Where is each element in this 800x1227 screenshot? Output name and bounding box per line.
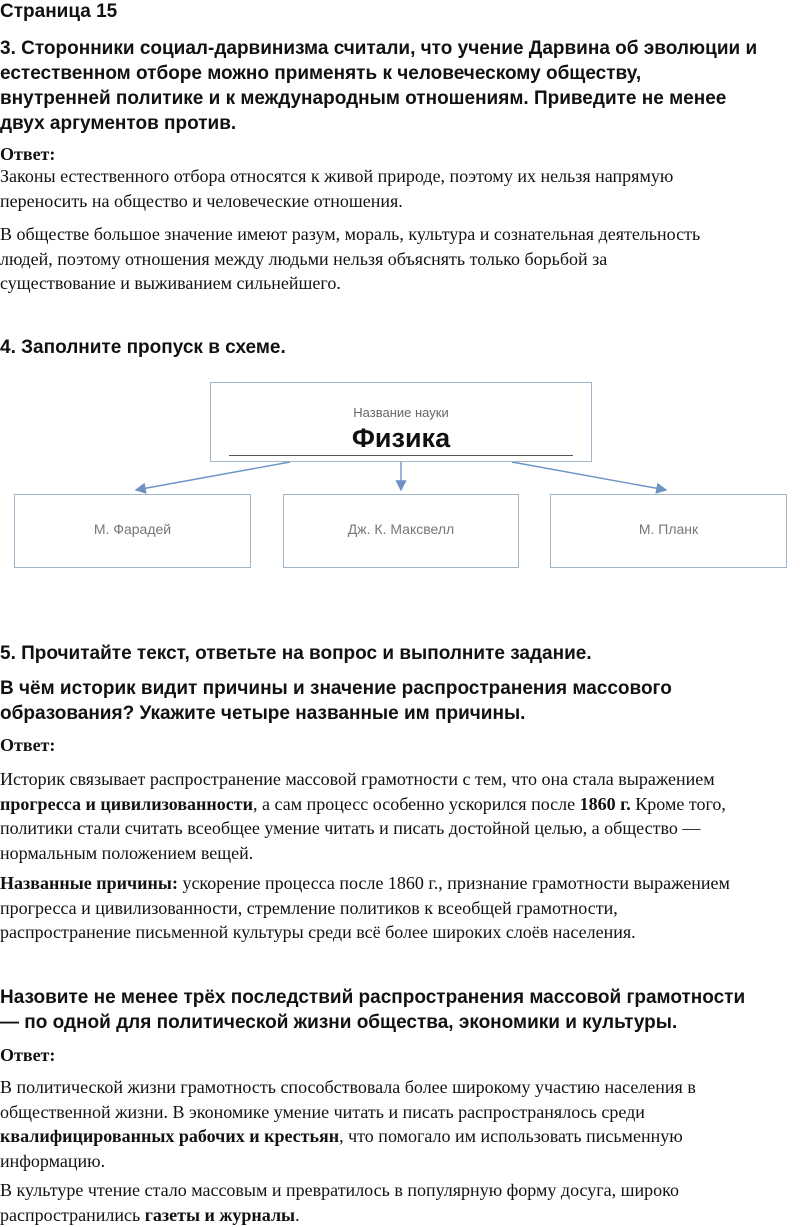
bold-text: Названные причины:	[0, 873, 178, 893]
answer-paragraph	[0, 871, 730, 945]
paragraph-line: Законы естественного отбора относятся к живой природе, поэтому их нельзя напрямую	[0, 164, 673, 189]
subquestion-line: Назовите не менее трёх последствий распространения массовой грамотности	[0, 985, 745, 1010]
question-5-subquestion-2	[0, 985, 745, 1035]
bold-text: квалифицированных рабочих и крестьян	[0, 1126, 339, 1146]
paragraph-line: переносить на общество и человеческие отношения.	[0, 189, 673, 214]
bold-text: 1860 г.	[580, 794, 631, 814]
bold-text: прогресса и цивилизованности	[0, 794, 253, 814]
paragraph-line: людей, поэтому отношения между людьми нельзя объяснять только борьбой за	[0, 247, 700, 272]
diagram-blank-line	[229, 455, 573, 456]
text-span: , что помогало им использовать письменную	[339, 1126, 683, 1146]
bold-text: газеты и журналы	[145, 1205, 295, 1225]
question-3-line: внутренней политике и к международным отношениям. Приведите не менее	[0, 86, 757, 111]
answer-paragraph	[0, 1178, 679, 1227]
diagram-box-label: М. Планк	[551, 521, 786, 537]
subquestion-line: В чём историк видит причины и значение распространения массового	[0, 676, 672, 701]
question-5-title: 5. Прочитайте текст, ответьте на вопрос и выполните задание.	[0, 641, 592, 666]
text-span: ускорение процесса после 1860 г., признание грамотности выражением	[178, 873, 730, 893]
paragraph-line: существование и выживанием сильнейшего.	[0, 271, 700, 296]
question-3	[0, 36, 757, 136]
arrow-right	[512, 462, 666, 490]
paragraph-line	[0, 1203, 679, 1227]
diagram-top-box	[210, 382, 592, 462]
text-span: .	[295, 1205, 300, 1225]
arrow-left	[136, 462, 290, 490]
question-3-line: двух аргументов против.	[0, 111, 757, 136]
diagram-box-label: М. Фарадей	[15, 521, 250, 537]
diagram-box-label: Дж. К. Максвелл	[284, 521, 518, 537]
question-3-line: 3. Сторонники социал-дарвинизма считали, что учение Дарвина об эволюции и	[0, 36, 757, 61]
diagram-caption: Название науки	[211, 405, 591, 420]
answer-paragraph	[0, 1075, 696, 1173]
paragraph-line: Историк связывает распространение массовой грамотности с тем, что она стала выражением	[0, 767, 726, 792]
paragraph-line: информацию.	[0, 1149, 696, 1174]
question-3-line: естественном отборе можно применять к человеческому обществу,	[0, 61, 757, 86]
answer-paragraph	[0, 767, 726, 865]
answer-paragraph	[0, 164, 673, 213]
science-diagram	[0, 370, 800, 610]
paragraph-line: В культуре чтение стало массовым и превратилось в популярную форму досуга, широко	[0, 1178, 679, 1203]
paragraph-line: прогресса и цивилизованности, стремление политиков к всеобщей грамотности,	[0, 896, 730, 921]
question-4-title: 4. Заполните пропуск в схеме.	[0, 335, 286, 360]
paragraph-line	[0, 792, 726, 817]
answer-paragraph	[0, 222, 700, 296]
paragraph-line: политики стали считать всеобщее умение читать и писать достойной целью, а общество —	[0, 816, 726, 841]
paragraph-line: общественной жизни. В экономике умение читать и писать распространялось среди	[0, 1100, 696, 1125]
page-title: Страница 15	[0, 1, 117, 23]
text-span: , а сам процесс особенно ускорился после	[253, 794, 580, 814]
diagram-box-maxwell	[283, 494, 519, 568]
paragraph-line: распространение письменной культуры среди всё более широких слоёв населения.	[0, 920, 730, 945]
paragraph-line: В обществе большое значение имеют разум, мораль, культура и сознательная деятельность	[0, 222, 700, 247]
text-span: Кроме того,	[631, 794, 726, 814]
subquestion-line: образования? Укажите четыре названные им причины.	[0, 701, 672, 726]
diagram-box-faraday	[14, 494, 251, 568]
paragraph-line: В политической жизни грамотность способствовала более широкому участию населения в	[0, 1075, 696, 1100]
subquestion-line: — по одной для политической жизни общества, экономики и культуры.	[0, 1010, 745, 1035]
text-span: распространились	[0, 1205, 145, 1225]
diagram-filled-value: Физика	[211, 423, 591, 454]
answer-label: Ответ:	[0, 144, 55, 165]
paragraph-line	[0, 1124, 696, 1149]
paragraph-line: нормальным положением вещей.	[0, 841, 726, 866]
question-5-subquestion-1	[0, 676, 672, 726]
diagram-box-planck	[550, 494, 787, 568]
paragraph-line	[0, 871, 730, 896]
answer-label: Ответ:	[0, 1045, 55, 1066]
answer-label: Ответ:	[0, 735, 55, 756]
